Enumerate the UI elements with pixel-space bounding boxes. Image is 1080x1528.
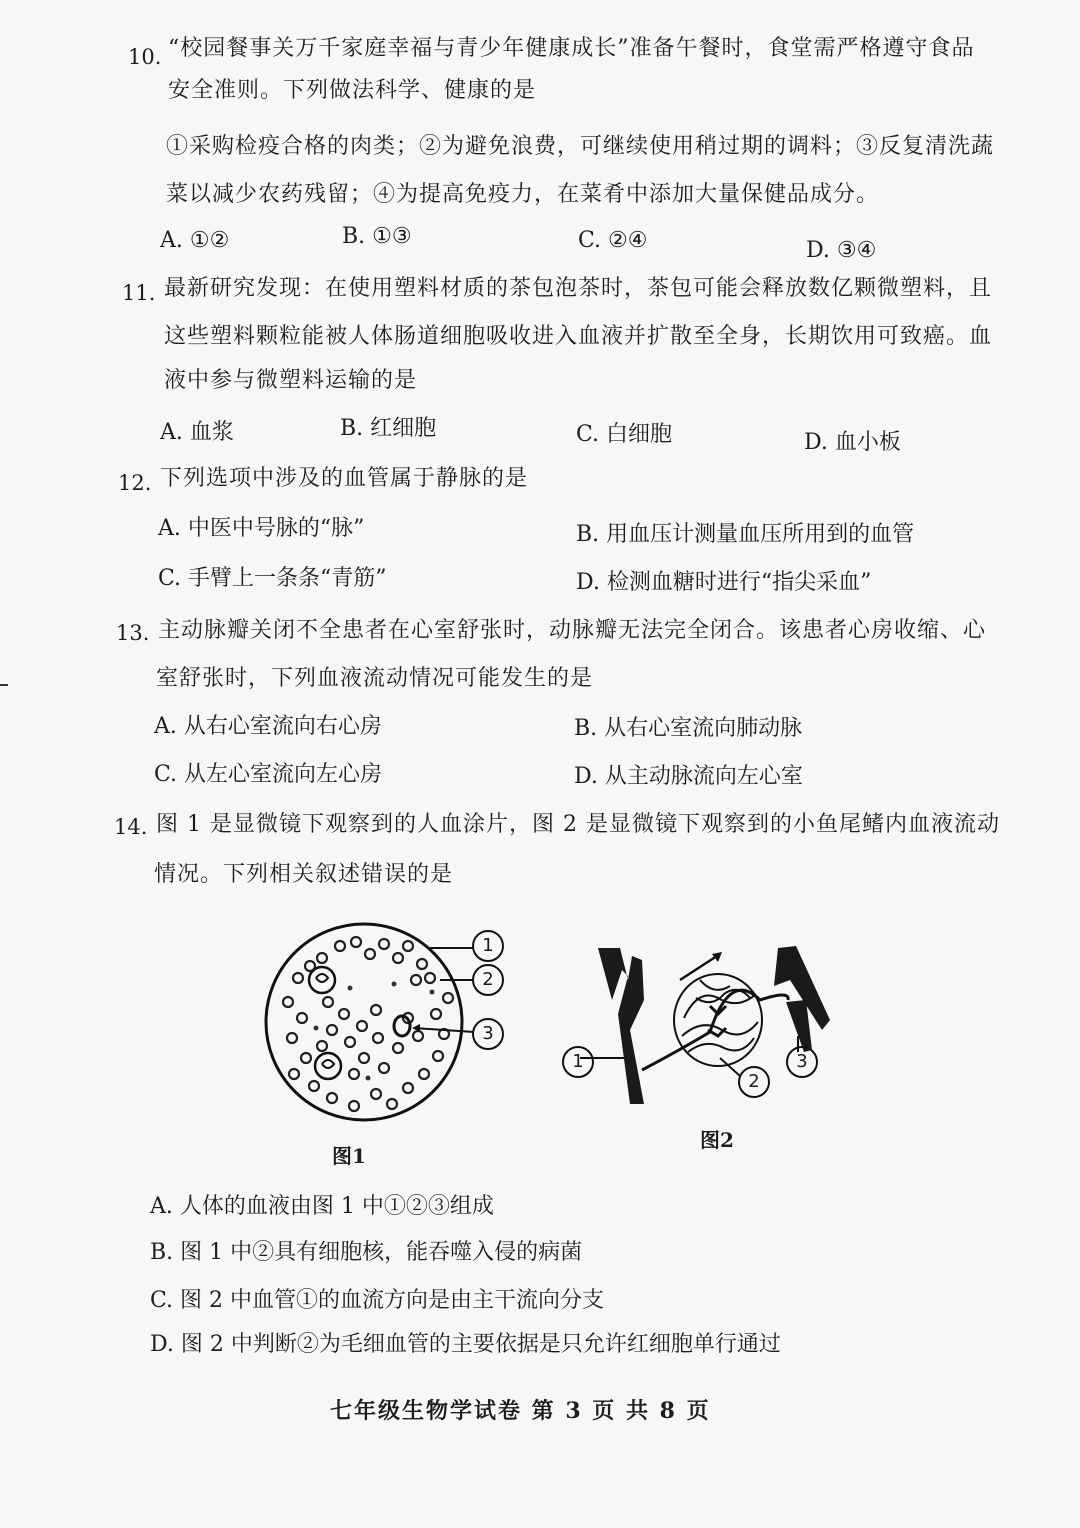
option-a: A. 人体的血液由图 1 中①②③组成 [150, 1194, 494, 1219]
fig2-label-2: 2 [738, 1066, 770, 1098]
option-c: C. 图 2 中血管①的血流方向是由主干流向分支 [150, 1288, 605, 1313]
question-text-line: 主动脉瓣关闭不全患者在心室舒张时，动脉瓣无法完全闭合。该患者心房收缩、心 [158, 618, 987, 643]
option-b: B. ①③ [342, 224, 412, 249]
option-b: B. 从右心室流向肺动脉 [574, 716, 803, 741]
question-number: 14. [114, 815, 148, 839]
figure-2-caption: 图2 [700, 1128, 734, 1152]
option-c: C. 手臂上一条条“青筋” [158, 566, 387, 591]
fig2-label-1: 1 [562, 1046, 594, 1078]
fig1-label-1: 1 [472, 930, 504, 962]
fig2-label-3: 3 [786, 1046, 818, 1078]
page-footer: 七年级生物学试卷 第 3 页 共 8 页 [330, 1398, 711, 1424]
option-a: A. 中医中号脉的“脉” [158, 516, 365, 541]
question-text-line: “校园餐事关万千家庭幸福与青少年健康成长”准备午餐时，食堂需严格遵守食品 [168, 36, 975, 61]
option-c: C. 从左心室流向左心房 [154, 762, 383, 787]
question-text-line: 室舒张时，下列血液流动情况可能发生的是 [156, 666, 594, 691]
figure-2-fish-tail-vessels [560, 940, 840, 1110]
option-d: D. 图 2 中判断②为毛细血管的主要依据是只允许红细胞单行通过 [150, 1332, 781, 1357]
figure-1-caption: 图1 [332, 1144, 366, 1168]
option-b: B. 红细胞 [340, 416, 437, 441]
question-text-line: 情况。下列相关叙述错误的是 [154, 862, 454, 887]
margin-mark [0, 684, 8, 686]
option-d: D. 检测血糖时进行“指尖采血” [576, 570, 872, 595]
fig1-label-3: 3 [472, 1018, 504, 1050]
option-d: D. 血小板 [804, 430, 901, 455]
question-text-line: 这些塑料颗粒能被人体肠道细胞吸收进入血液并扩散至全身，长期饮用可致癌。血 [164, 324, 993, 349]
option-b: B. 图 1 中②具有细胞核，能吞噬入侵的病菌 [150, 1240, 583, 1265]
option-a: A. 血浆 [160, 420, 234, 445]
question-number: 10. [128, 45, 162, 69]
option-d: D. ③④ [806, 238, 877, 263]
question-number: 13. [116, 621, 150, 645]
question-number: 12. [118, 471, 152, 495]
option-a: A. ①② [160, 228, 230, 253]
option-a: A. 从右心室流向右心房 [154, 714, 382, 739]
option-c: C. 白细胞 [576, 422, 673, 447]
question-text-line: 下列选项中涉及的血管属于静脉的是 [160, 466, 529, 491]
question-text-line: 最新研究发现：在使用塑料材质的茶包泡茶时，茶包可能会释放数亿颗微塑料，且 [164, 276, 993, 301]
question-text-line: 液中参与微塑料运输的是 [164, 368, 418, 393]
fig1-label-2: 2 [472, 964, 504, 996]
question-text-line: 菜以减少农药残留；④为提高免疫力，在菜肴中添加大量保健品成分。 [166, 182, 880, 207]
option-b: B. 用血压计测量血压所用到的血管 [576, 522, 915, 547]
question-text-line: 图 1 是显微镜下观察到的人血涂片，图 2 是显微镜下观察到的小鱼尾鳍内血液流动 [156, 812, 1000, 837]
question-number: 11. [122, 281, 156, 305]
option-c: C. ②④ [578, 228, 648, 253]
question-text-line: ①采购检疫合格的肉类；②为避免浪费，可继续使用稍过期的调料；③反复清洗蔬 [166, 134, 995, 159]
option-d: D. 从主动脉流向左心室 [574, 764, 803, 789]
question-text-line: 安全准则。下列做法科学、健康的是 [168, 78, 537, 103]
